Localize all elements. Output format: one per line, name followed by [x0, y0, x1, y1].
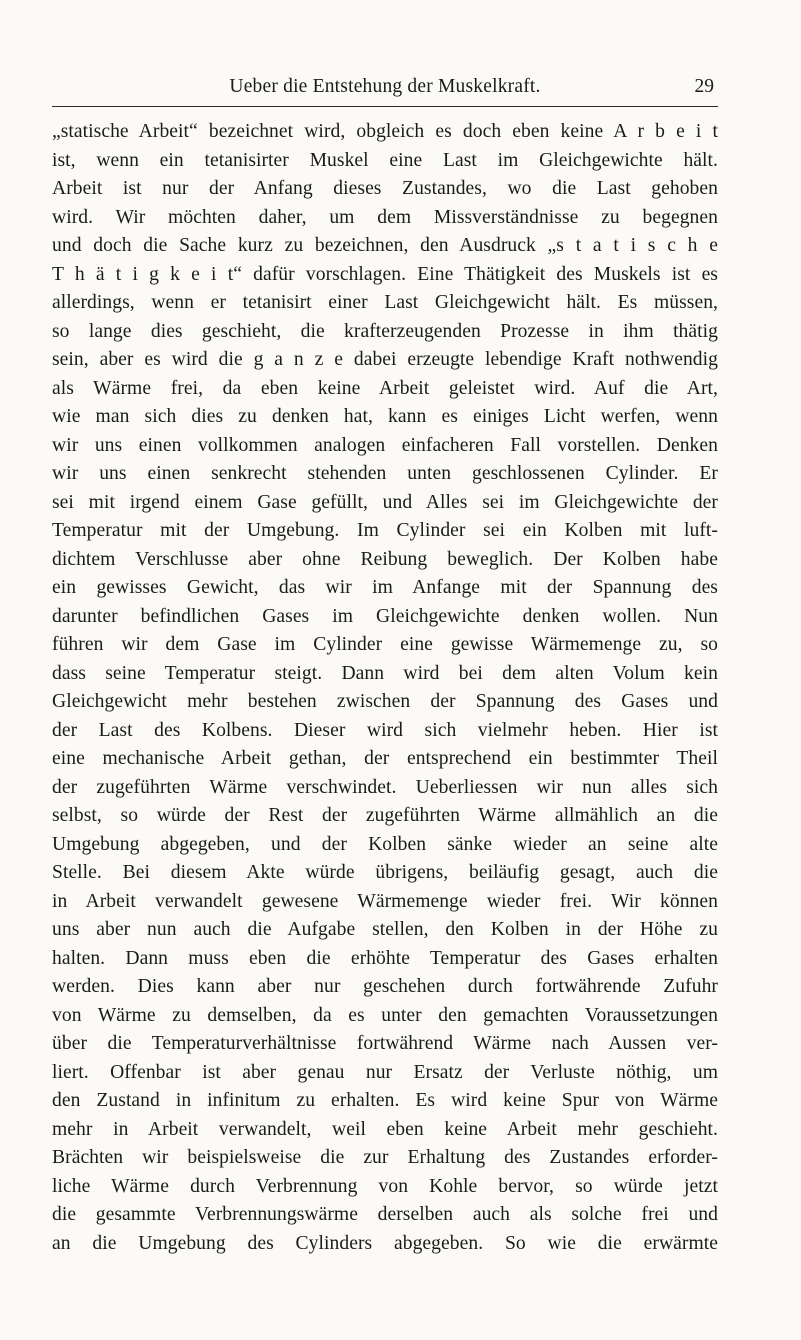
text-line: wir uns einen senkrecht stehenden unten geschlossenen Cylinder. Er — [52, 463, 718, 484]
text-line: „statische Arbeit“ bezeichnet wird, obgleich es doch eben keine A r b e i t — [52, 121, 718, 142]
text-line: dass seine Temperatur steigt. Dann wird bei dem alten Volum kein — [52, 662, 718, 684]
text-line: uns aber nun auch die Aufgabe stellen, den Kolben in der Höhe zu — [52, 919, 718, 940]
text-line: als Wärme frei, da eben keine Arbeit geleistet wird. Auf die Art, — [52, 377, 718, 399]
text-line: über die Temperaturverhältnisse fortwährend Wärme nach Aussen ver- — [52, 1033, 718, 1054]
text-line: Gleichgewicht mehr bestehen zwischen der Spannung des Gases und — [52, 691, 718, 712]
text-line: werden. Dies kann aber nur geschehen durch fortwährende Zufuhr — [52, 976, 718, 997]
text-line: Stelle. Bei diesem Akte würde übrigens, beiläufig gesagt, auch die — [52, 862, 718, 883]
text-line: den Zustand in infinitum zu erhalten. Es wird keine Spur von Wärme — [52, 1090, 718, 1111]
text-line: T h ä t i g k e i t“ dafür vorschlagen. Eine Thätigkeit des Muskels ist es — [52, 263, 718, 285]
text-line: selbst, so würde der Rest der zugeführten Wärme allmählich an die — [52, 805, 718, 826]
text-line: ist, wenn ein tetanisirter Muskel eine Last im Gleichgewichte hält. — [52, 149, 718, 171]
text-line: Arbeit ist nur der Anfang dieses Zustandes, wo die Last gehoben — [52, 178, 718, 199]
text-line: die gesammte Verbrennungswärme derselben auch als solche frei und — [52, 1204, 718, 1225]
text-line: halten. Dann muss eben die erhöhte Temperatur des Gases erhalten — [52, 947, 718, 969]
text-line: ein gewisses Gewicht, das wir im Anfange mit der Spannung des — [52, 577, 718, 598]
body-text — [52, 118, 718, 1258]
running-header — [52, 72, 718, 107]
text-line: dichtem Verschlusse aber ohne Reibung beweglich. Der Kolben habe — [52, 548, 718, 570]
text-line: führen wir dem Gase im Cylinder eine gewisse Wärmemenge zu, so — [52, 634, 718, 655]
text-line: Brächten wir beispielsweise die zur Erhaltung des Zustandes erforder- — [52, 1147, 718, 1168]
page-number: 29 — [694, 76, 714, 97]
text-line: darunter befindlichen Gases im Gleichgewichte denken wollen. Nun — [52, 605, 718, 627]
text-line: der Last des Kolbens. Dieser wird sich vielmehr heben. Hier ist — [52, 719, 718, 741]
text-line: liche Wärme durch Verbrennung von Kohle bervor, so würde jetzt — [52, 1175, 718, 1197]
text-line: der zugeführten Wärme verschwindet. Ueberliessen wir nun alles sich — [52, 776, 718, 798]
text-line: Temperatur mit der Umgebung. Im Cylinder sei ein Kolben mit luft- — [52, 520, 718, 541]
text-line: von Wärme zu demselben, da es unter den gemachten Voraussetzungen — [52, 1004, 718, 1026]
text-line: wie man sich dies zu denken hat, kann es einiges Licht werfen, wenn — [52, 406, 718, 427]
text-line: eine mechanische Arbeit gethan, der entsprechend ein bestimmter Theil — [52, 748, 718, 769]
text-line: sei mit irgend einem Gase gefüllt, und Alles sei im Gleichgewichte der — [52, 491, 718, 513]
running-title: Ueber die Entstehung der Muskelkraft. — [229, 76, 541, 97]
text-line: allerdings, wenn er tetanisirt einer Last Gleichgewicht hält. Es müssen, — [52, 292, 718, 313]
text-line: an die Umgebung des Cylinders abgegeben. So wie die erwärmte — [52, 1232, 718, 1254]
text-line: mehr in Arbeit verwandelt, weil eben keine Arbeit mehr geschieht. — [52, 1118, 718, 1140]
text-line: sein, aber es wird die g a n z e dabei erzeugte lebendige Kraft nothwendig — [52, 349, 718, 370]
text-line: wird. Wir möchten daher, um dem Missverständnisse zu begegnen — [52, 206, 718, 228]
text-line: wir uns einen vollkommen analogen einfacheren Fall vorstellen. Denken — [52, 434, 718, 456]
text-line: in Arbeit verwandelt gewesene Wärmemenge wieder frei. Wir können — [52, 890, 718, 912]
text-line: und doch die Sache kurz zu bezeichnen, den Ausdruck „s t a t i s c h e — [52, 235, 718, 256]
text-line: Umgebung abgegeben, und der Kolben sänke wieder an seine alte — [52, 833, 718, 855]
text-line: so lange dies geschieht, die krafterzeugenden Prozesse in ihm thätig — [52, 320, 718, 342]
text-line: liert. Offenbar ist aber genau nur Ersatz der Verluste nöthig, um — [52, 1061, 718, 1083]
